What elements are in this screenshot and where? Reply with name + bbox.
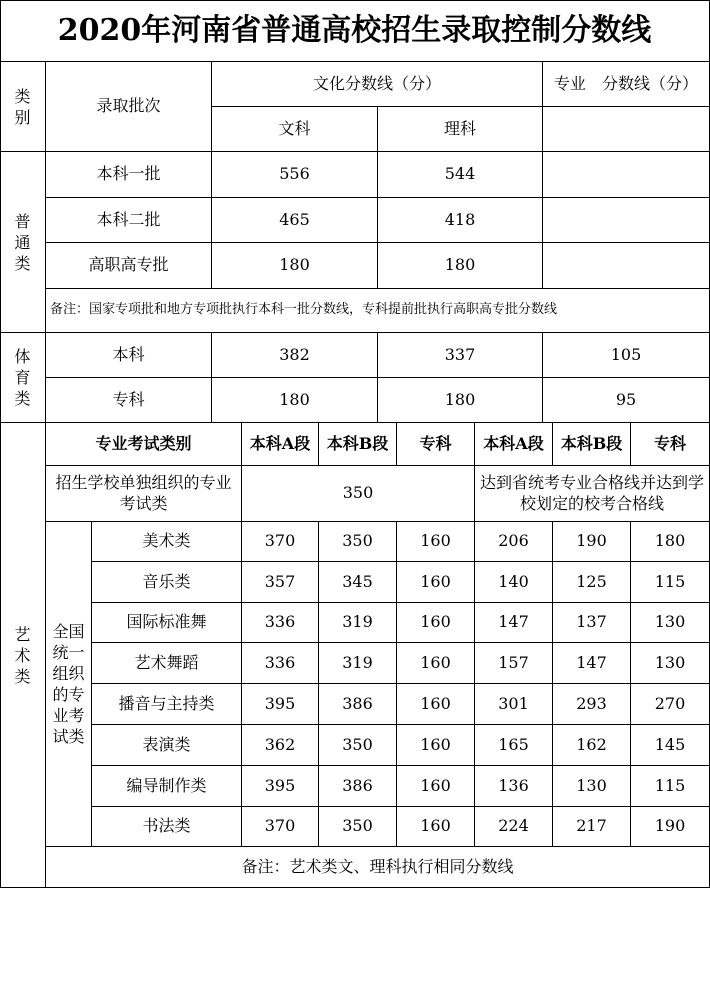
sports-label-char: 育 (14, 368, 31, 387)
sports-science-score: 337 (378, 333, 543, 378)
art-row-score: 190 (553, 522, 631, 562)
art-row-score: 395 (242, 766, 319, 807)
art-row-score: 336 (242, 643, 319, 684)
header-category (0, 62, 46, 152)
art-header-col: 专科 (631, 423, 710, 466)
art-row-score: 125 (553, 562, 631, 603)
sports-label-char: 体 (14, 347, 31, 366)
general-category-label (0, 152, 46, 333)
art-row-score: 350 (319, 522, 397, 562)
art-row-score: 217 (553, 807, 631, 847)
art-label-char: 术 (14, 645, 31, 665)
art-header-col: 本科A段 (475, 423, 553, 466)
art-row-score: 165 (475, 725, 553, 766)
general-note: 备注：国家专项批和地方专项批执行本科一批分数线，专科提前批执行高职高专批分数线 (46, 289, 710, 333)
art-label-char: 艺 (14, 624, 31, 644)
general-arts-score: 180 (212, 243, 378, 289)
art-row-name: 表演类 (92, 725, 242, 766)
art-row-score: 386 (319, 684, 397, 725)
unified-label-line: 统一 (52, 643, 85, 662)
general-major-score (543, 152, 710, 198)
art-row-score: 160 (397, 766, 475, 807)
art-header-col: 本科A段 (242, 423, 319, 466)
art-row-score: 395 (242, 684, 319, 725)
unified-label-line: 业考 (52, 706, 85, 725)
art-row-name: 艺术舞蹈 (92, 643, 242, 684)
page-title: 2020年河南省普通高校招生录取控制分数线 (0, 0, 710, 62)
art-row-score: 224 (475, 807, 553, 847)
art-row-score: 160 (397, 562, 475, 603)
art-row-score: 160 (397, 603, 475, 643)
art-row-score: 130 (631, 643, 710, 684)
general-science-score: 418 (378, 198, 543, 243)
art-row-score: 160 (397, 807, 475, 847)
header-category-char: 类 (14, 86, 31, 106)
art-header-col: 本科B段 (553, 423, 631, 466)
general-arts-score: 556 (212, 152, 378, 198)
sports-category-label (0, 333, 46, 423)
art-row-score: 319 (319, 603, 397, 643)
art-header-category: 专业考试类别 (46, 423, 242, 466)
unified-label-line: 试类 (52, 727, 85, 746)
art-row-score: 190 (631, 807, 710, 847)
art-unified-label (46, 522, 92, 847)
sports-arts-score: 382 (212, 333, 378, 378)
unified-label-line: 的专 (52, 685, 85, 704)
art-row-score: 162 (553, 725, 631, 766)
art-row-name: 国际标准舞 (92, 603, 242, 643)
art-row-score: 130 (553, 766, 631, 807)
general-major-score (543, 198, 710, 243)
general-batch: 本科一批 (46, 152, 212, 198)
sports-batch: 本科 (46, 333, 212, 378)
art-row-score: 357 (242, 562, 319, 603)
art-row-score: 160 (397, 643, 475, 684)
art-row-score: 130 (631, 603, 710, 643)
art-row-score: 180 (631, 522, 710, 562)
art-row-score: 157 (475, 643, 553, 684)
art-row-score: 147 (475, 603, 553, 643)
art-row-name: 美术类 (92, 522, 242, 562)
art-row-score: 301 (475, 684, 553, 725)
general-science-score: 544 (378, 152, 543, 198)
art-header-col: 本科B段 (319, 423, 397, 466)
header-culture-score: 文化分数线（分） (212, 62, 543, 107)
art-row-name: 编导制作类 (92, 766, 242, 807)
art-row-name: 书法类 (92, 807, 242, 847)
header-batch: 录取批次 (46, 62, 212, 152)
art-row-score: 147 (553, 643, 631, 684)
art-row-score: 136 (475, 766, 553, 807)
art-row-score: 345 (319, 562, 397, 603)
art-independent-label: 招生学校单独组织的专业考试类 (46, 466, 242, 522)
general-batch: 高职高专批 (46, 243, 212, 289)
art-row-score: 270 (631, 684, 710, 725)
unified-label-line: 组织 (52, 664, 85, 683)
art-row-score: 115 (631, 562, 710, 603)
sports-batch: 专科 (46, 378, 212, 423)
art-row-name: 播音与主持类 (92, 684, 242, 725)
art-row-score: 336 (242, 603, 319, 643)
sports-major-score: 105 (543, 333, 710, 378)
art-category-label (0, 423, 46, 888)
art-row-score: 160 (397, 522, 475, 562)
general-major-score (543, 243, 710, 289)
general-label-char: 通 (14, 232, 31, 252)
art-row-score: 386 (319, 766, 397, 807)
header-major-score: 专业 分数线（分） (543, 62, 710, 107)
art-independent-score: 350 (242, 466, 475, 522)
art-row-score: 370 (242, 807, 319, 847)
general-science-score: 180 (378, 243, 543, 289)
art-row-score: 115 (631, 766, 710, 807)
art-row-name: 音乐类 (92, 562, 242, 603)
art-row-score: 350 (319, 725, 397, 766)
header-science: 理科 (378, 107, 543, 152)
art-row-score: 160 (397, 684, 475, 725)
sports-science-score: 180 (378, 378, 543, 423)
general-batch: 本科二批 (46, 198, 212, 243)
art-row-score: 362 (242, 725, 319, 766)
unified-label-line: 全国 (52, 622, 85, 641)
general-label-char: 类 (14, 253, 31, 273)
art-row-score: 137 (553, 603, 631, 643)
art-row-score: 140 (475, 562, 553, 603)
sports-label-char: 类 (14, 389, 31, 408)
art-note: 备注：艺术类文、理科执行相同分数线 (46, 847, 710, 888)
header-category-char: 别 (14, 107, 31, 127)
art-row-score: 293 (553, 684, 631, 725)
art-row-score: 370 (242, 522, 319, 562)
general-label-char: 普 (14, 211, 31, 231)
art-row-score: 350 (319, 807, 397, 847)
header-blank (543, 107, 710, 152)
art-row-score: 145 (631, 725, 710, 766)
art-row-score: 206 (475, 522, 553, 562)
art-label-char: 类 (14, 666, 31, 686)
sports-arts-score: 180 (212, 378, 378, 423)
header-arts: 文科 (212, 107, 378, 152)
art-row-score: 319 (319, 643, 397, 684)
art-row-score: 160 (397, 725, 475, 766)
art-header-col: 专科 (397, 423, 475, 466)
sports-major-score: 95 (543, 378, 710, 423)
art-independent-requirement: 达到省统考专业合格线并达到学校划定的校考合格线 (475, 466, 710, 522)
general-arts-score: 465 (212, 198, 378, 243)
